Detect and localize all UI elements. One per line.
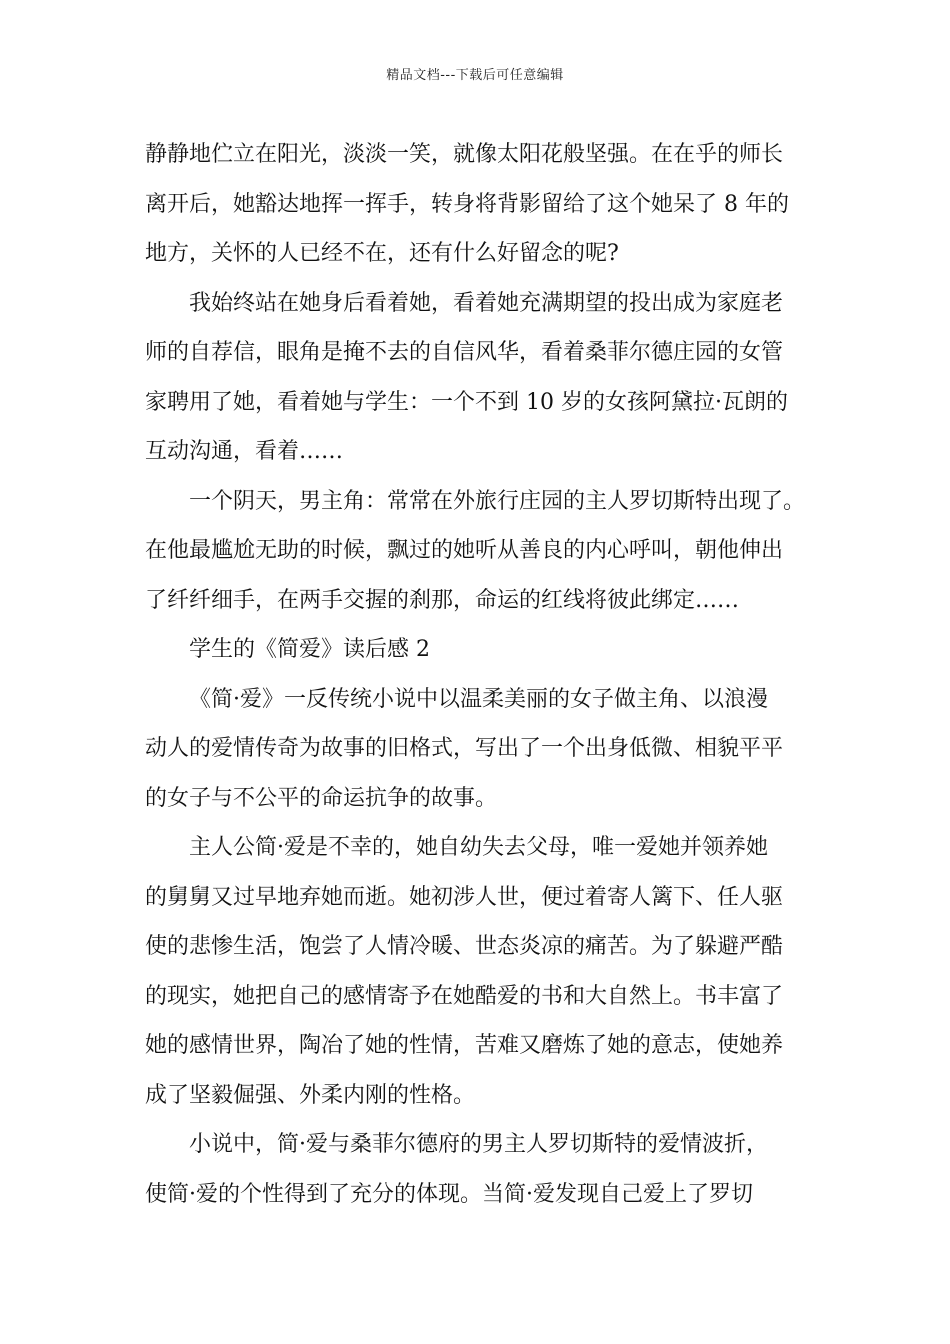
- text-line: 主人公简·爱是不幸的，她自幼失去父母，唯一爱她并领养她: [189, 835, 768, 860]
- text-line: 家聘用了她，看着她与学生：一个不到 10 岁的女孩阿黛拉·瓦朗的: [145, 389, 788, 415]
- page-header: 精品文档---下载后可任意编辑: [386, 68, 564, 83]
- text-line: 互动沟通，看着……: [145, 439, 344, 464]
- text-line: 小说中，简·爱与桑菲尔德府的男主人罗切斯特的爱情波折，: [189, 1132, 768, 1157]
- text-line: 动人的爱情传奇为故事的旧格式，写出了一个出身低微、相貌平平: [145, 736, 784, 761]
- text-line: 使简·爱的个性得到了充分的体现。当简·爱发现自己爱上了罗切: [145, 1181, 753, 1207]
- text-line: 《简·爱》一反传统小说中以温柔美丽的女子做主角、以浪漫: [189, 686, 768, 712]
- section-heading: 学生的《简爱》读后感 2: [189, 637, 430, 662]
- text-line: 一个阴天，男主角：常常在外旅行庄园的主人罗切斯特出现了。: [189, 488, 806, 514]
- text-line: 她的感情世界，陶冶了她的性情，苦难又磨炼了她的意志，使她养: [145, 1033, 784, 1058]
- text-line: 的女子与不公平的命运抗争的故事。: [145, 785, 498, 811]
- text-line: 师的自荐信，眼角是掩不去的自信风华，看着桑菲尔德庄园的女管: [145, 340, 784, 365]
- text-line: 地方，关怀的人已经不在，还有什么好留念的呢?: [145, 241, 619, 266]
- text-line: 静静地伫立在阳光，淡淡一笑，就像太阳花般坚强。在在乎的师长: [145, 142, 784, 167]
- text-line: 的现实，她把自己的感情寄予在她酷爱的书和大自然上。书丰富了: [145, 983, 784, 1009]
- text-line: 离开后，她豁达地挥一挥手，转身将背影留给了这个她呆了 8 年的: [145, 191, 789, 217]
- text-line: 我始终站在她身后看着她，看着她充满期望的投出成为家庭老: [189, 290, 784, 316]
- text-line: 了纤纤细手，在两手交握的刹那，命运的红线将彼此绑定……: [145, 587, 740, 613]
- text-line: 成了坚毅倔强、外柔内刚的性格。: [145, 1082, 476, 1108]
- text-line: 在他最尴尬无助的时候，飘过的她听从善良的内心呼叫，朝他伸出: [145, 538, 784, 563]
- text-line: 使的悲惨生活，饱尝了人情冷暖、世态炎凉的痛苦。为了躲避严酷: [145, 934, 784, 959]
- document-body: [145, 130, 817, 1219]
- text-line: 的舅舅又过早地弃她而逝。她初涉人世，便过着寄人篱下、任人驱: [145, 884, 784, 910]
